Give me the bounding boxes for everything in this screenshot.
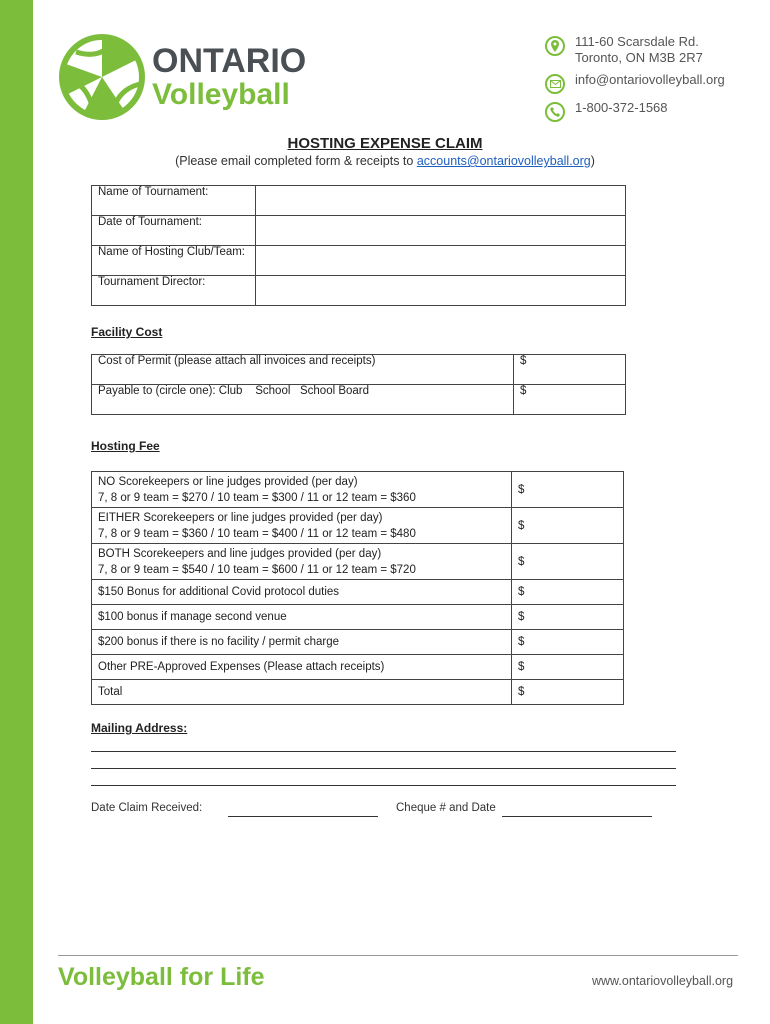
field-label: Tournament Director: [92,276,256,306]
footer-website[interactable]: www.ontariovolleyball.org [592,974,734,988]
address-line2: Toronto, ON M3B 2R7 [575,50,703,65]
second-venue-amount-field[interactable]: $ [512,605,624,630]
covid-bonus-amount-field[interactable]: $ [512,580,624,605]
facility-label: Cost of Permit (please attach all invoices and receipts) [92,355,514,385]
page-title: HOSTING EXPENSE CLAIM [287,135,483,152]
mailing-address-heading: Mailing Address: [91,721,188,735]
table-row [92,385,626,415]
table-row [92,630,624,655]
footer-slogan: Volleyball for Life [58,963,265,991]
cheque-field[interactable] [502,806,652,817]
other-expenses-amount-field[interactable]: $ [512,655,624,680]
hosting-fee-table [91,471,624,705]
fee-label: $100 bonus if manage second venue [92,605,512,630]
table-row [92,508,624,544]
facility-cost-table [91,354,626,415]
subtitle-prefix: (Please email completed form & receipts to [175,154,417,168]
date-claim-label: Date Claim Received: [91,802,203,814]
table-row [92,472,624,508]
tournament-name-field[interactable] [256,186,626,216]
table-row [92,246,626,276]
table-row [92,605,624,630]
logo-ontario-text: ONTARIO [152,42,307,80]
table-row [92,544,624,580]
no-scorekeepers-amount-field[interactable]: $ [512,472,624,508]
contact-email[interactable]: info@ontariovolleyball.org [575,72,725,87]
fee-line2: 7, 8 or 9 team = $360 / 10 team = $400 / 11 or 12 team = $480 [98,528,416,540]
fee-line1: NO Scorekeepers or line judges provided (per day) [98,476,358,488]
mailing-address-line-2[interactable] [91,768,676,769]
field-label: Name of Tournament: [92,186,256,216]
contact-block [545,34,725,128]
address-line1: 111-60 Scarsdale Rd. [575,34,699,49]
fee-label: $200 bonus if there is no facility / permit charge [92,630,512,655]
permit-cost-field[interactable]: $ [514,355,626,385]
table-row [92,276,626,306]
date-claim-field[interactable] [228,806,378,817]
fee-line2: 7, 8 or 9 team = $270 / 10 team = $300 / 11 or 12 team = $360 [98,492,416,504]
accounts-email-link[interactable]: accounts@ontariovolleyball.org [416,154,591,168]
fee-label: Other PRE-Approved Expenses (Please attach receipts) [92,655,512,680]
phone-icon [545,102,565,122]
fee-line1: BOTH Scorekeepers and line judges provided (per day) [98,548,382,560]
fee-description [92,544,512,580]
tournament-date-field[interactable] [256,216,626,246]
no-facility-amount-field[interactable]: $ [512,630,624,655]
field-label: Name of Hosting Club/Team: [92,246,256,276]
hosting-fee-heading: Hosting Fee [91,439,160,453]
fee-label: Total [92,680,512,705]
fee-description [92,508,512,544]
fee-line2: 7, 8 or 9 team = $540 / 10 team = $600 / 11 or 12 team = $720 [98,564,416,576]
ontario-volleyball-logo-icon [58,30,146,122]
logo-volleyball-text: Volleyball [152,78,290,111]
mailing-address-line-1[interactable] [91,751,676,752]
table-row [92,186,626,216]
location-pin-icon [545,36,565,56]
facility-cost-heading: Facility Cost [91,325,163,339]
field-label: Date of Tournament: [92,216,256,246]
subtitle [0,154,770,168]
tournament-director-field[interactable] [256,276,626,306]
subtitle-suffix: ) [590,154,595,168]
total-amount-field[interactable]: $ [512,680,624,705]
fee-line1: EITHER Scorekeepers or line judges provided (per day) [98,512,383,524]
table-row [92,355,626,385]
fee-label: $150 Bonus for additional Covid protocol duties [92,580,512,605]
table-row [92,655,624,680]
envelope-icon [545,74,565,94]
tournament-info-table [91,185,626,306]
either-scorekeepers-amount-field[interactable]: $ [512,508,624,544]
payable-to-field[interactable]: $ [514,385,626,415]
contact-phone: 1-800-372-1568 [575,100,668,115]
table-row [92,580,624,605]
facility-label: Payable to (circle one): Club School School Board [92,385,514,415]
both-scorekeepers-amount-field[interactable]: $ [512,544,624,580]
table-row [92,216,626,246]
footer-divider [58,955,738,956]
mailing-address-line-3[interactable] [91,785,676,786]
fee-description [92,472,512,508]
cheque-label: Cheque # and Date [396,802,496,814]
table-row [92,680,624,705]
hosting-club-field[interactable] [256,246,626,276]
